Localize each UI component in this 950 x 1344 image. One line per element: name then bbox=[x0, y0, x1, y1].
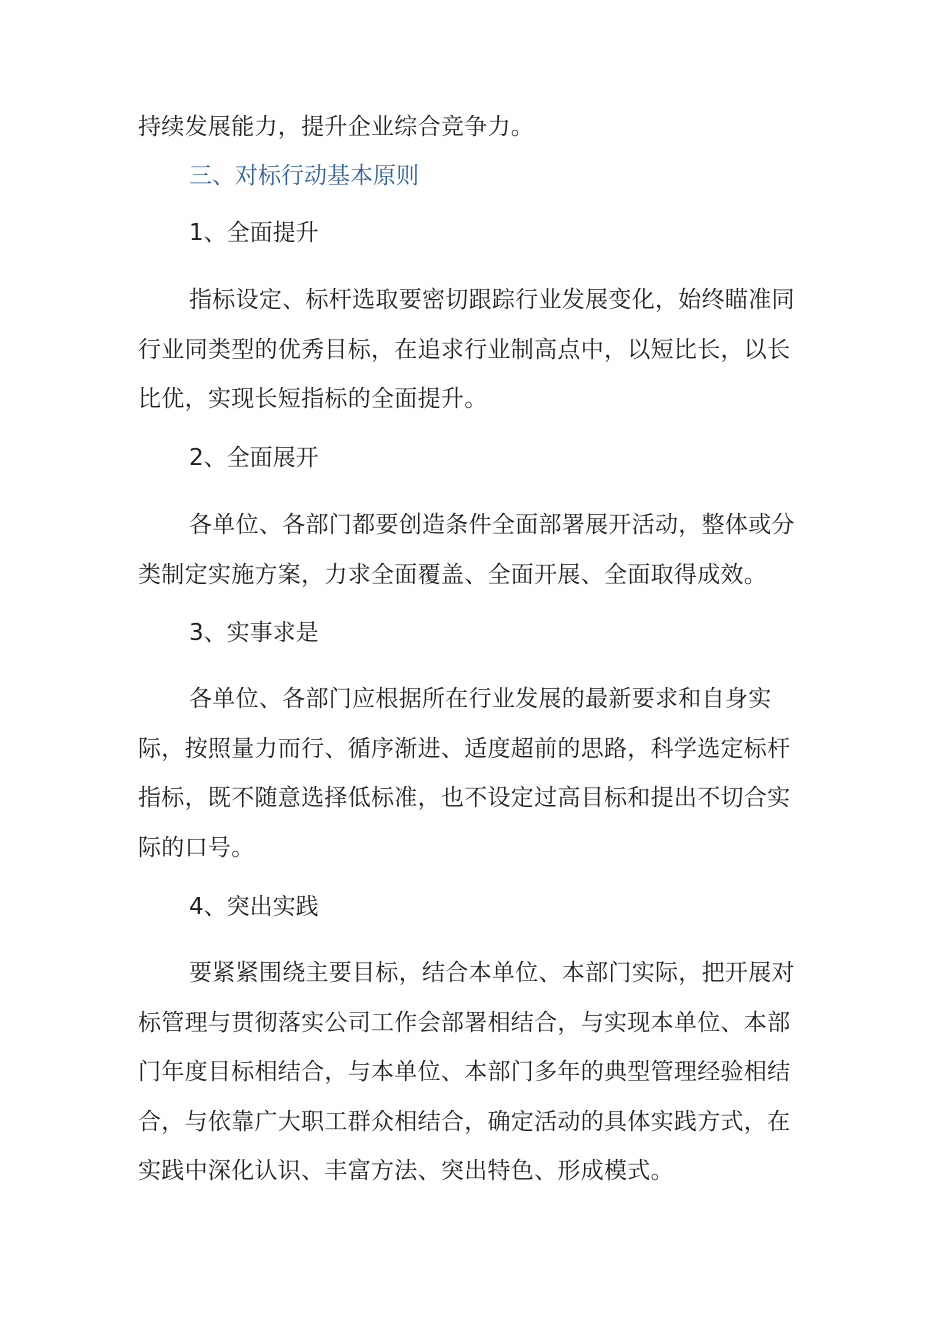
item-4-body: 要紧紧围绕主要目标，结合本单位、本部门实际，把开展对标管理与贯彻落实公司工作会部署相结合，与实现本单位、本部门年度目标相结合，与本单位、本部门多年的典型管理经验相结合，与依靠广大职工群众相结合，确定活动的具体实践方式，在实践中深化认识、丰富方法、突出特色、形成模式。 bbox=[138, 960, 795, 1184]
item-1-body: 指标设定、标杆选取要密切跟踪行业发展变化，始终瞄准同行业同类型的优秀目标，在追求行业制高点中，以短比长，以长比优，实现长短指标的全面提升。 bbox=[138, 287, 795, 412]
item-4-heading: 4、突出实践 bbox=[189, 894, 319, 920]
item-1-heading: 1、全面提升 bbox=[189, 220, 319, 246]
item-3-heading: 3、实事求是 bbox=[189, 620, 319, 646]
intro-tail-paragraph: 持续发展能力，提升企业综合竞争力。 bbox=[138, 114, 535, 140]
item-2-body: 各单位、各部门都要创造条件全面部署展开活动，整体或分类制定实施方案，力求全面覆盖、全面开展、全面取得成效。 bbox=[138, 512, 795, 588]
section-heading: 三、对标行动基本原则 bbox=[189, 163, 419, 189]
item-3-body: 各单位、各部门应根据所在行业发展的最新要求和自身实际，按照量力而行、循序渐进、适度超前的思路，科学选定标杆指标，既不随意选择低标准，也不设定过高目标和提出不切合实际的口号。 bbox=[138, 686, 791, 861]
item-2-heading: 2、全面展开 bbox=[189, 445, 319, 471]
